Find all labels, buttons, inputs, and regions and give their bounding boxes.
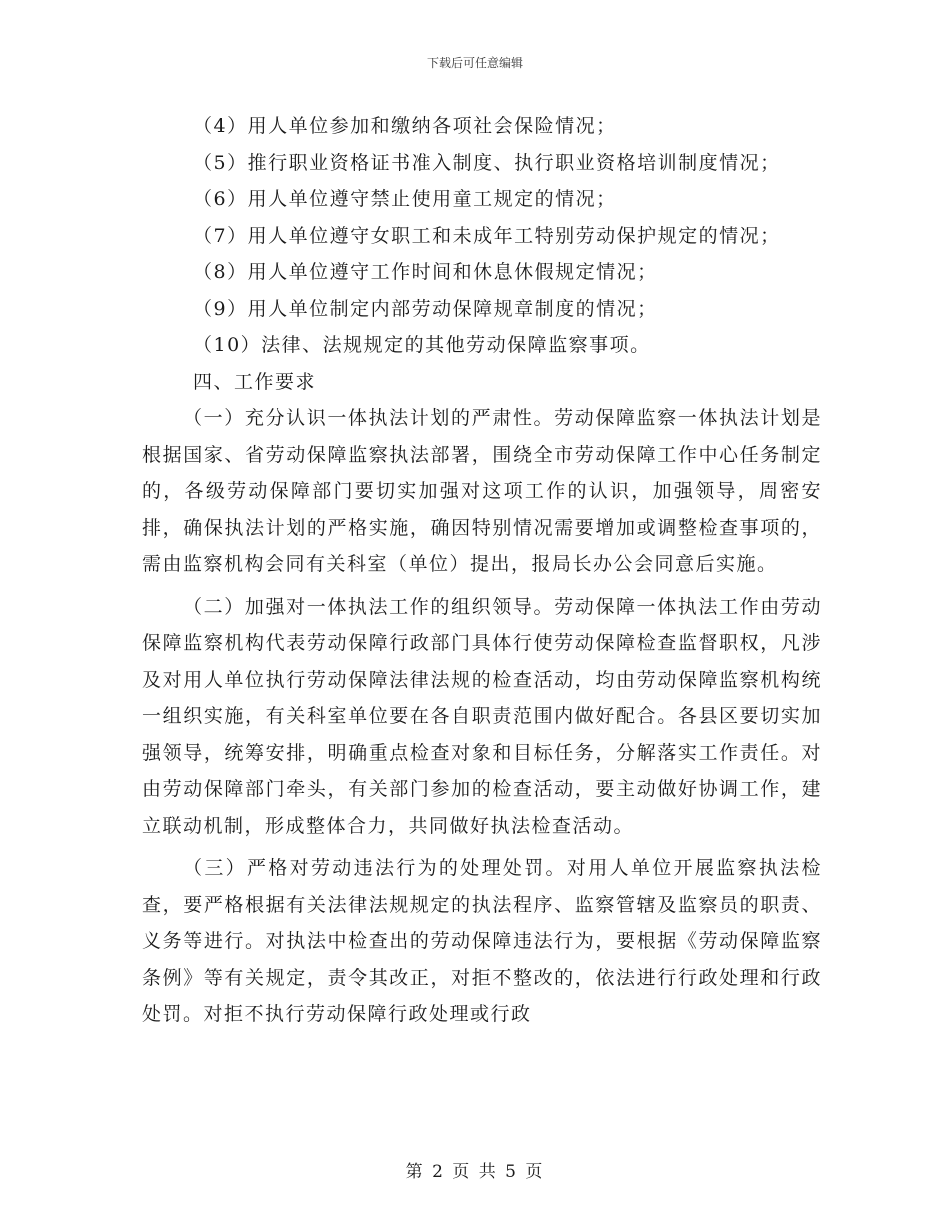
document-body (142, 108, 822, 1039)
section-heading: 四、工作要求 (193, 370, 317, 393)
list-item: （6）用人单位遵守禁止使用童工规定的情况； (193, 188, 617, 210)
page-header-note: 下载后可任意编辑 (426, 56, 523, 70)
list-item: （7）用人单位遵守女职工和未成年工特别劳动保护规定的情况； (193, 224, 781, 247)
list-item: （5）推行职业资格证书准入制度、执行职业资格培训制度情况； (193, 151, 781, 174)
paragraph-3: （三）严格对劳动违法行为的处理处罚。对用人单位开展监察执法检查，要严格根据有关法律法规规定的执法程序、监察管辖及监察员的职责、义务等进行。对执法中检查出的劳动保障违法行为，要根据《劳动保障监察条例》等有关规定，责令其改正，对拒不整改的，依法进行行政处理和行政处罚。对拒不执行劳动保障行政处理或行政 (142, 857, 822, 1025)
list-item: （8）用人单位遵守工作时间和休息休假规定情况； (193, 261, 658, 283)
list-item: （10）法律、法规规定的其他劳动保障监察事项。 (193, 334, 651, 356)
list-item: （4）用人单位参加和缴纳各项社会保险情况； (193, 115, 617, 137)
list-item: （9）用人单位制定内部劳动保障规章制度的情况； (193, 297, 658, 320)
paragraph-1: （一）充分认识一体执法计划的严肃性。劳动保障监察一体执法计划是根据国家、省劳动保障监察执法部署，围绕全市劳动保障工作中心任务制定的，各级劳动保障部门要切实加强对这项工作的认识，加强领导，周密安排，确保执法计划的严格实施，确因特别情况需要增加或调整检查事项的，需由监察机构会同有关科室（单位）提出，报局长办公会同意后实施。 (142, 407, 822, 575)
page-number: 第 2 页 共 5 页 (405, 1162, 545, 1182)
paragraph-2: （二）加强对一体执法工作的组织领导。劳动保障一体执法工作由劳动保障监察机构代表劳动保障行政部门具体行使劳动保障检查监督职权，凡涉及对用人单位执行劳动保障法律法规的检查活动，均由劳动保障监察机构统一组织实施，有关科室单位要在各自职责范围内做好配合。各县区要切实加强领导，统筹安排，明确重点检查对象和目标任务，分解落实工作责任。对由劳动保障部门牵头，有关部门参加的检查活动，要主动做好协调工作，建立联动机制，形成整体合力，共同做好执法检查活动。 (142, 595, 822, 837)
